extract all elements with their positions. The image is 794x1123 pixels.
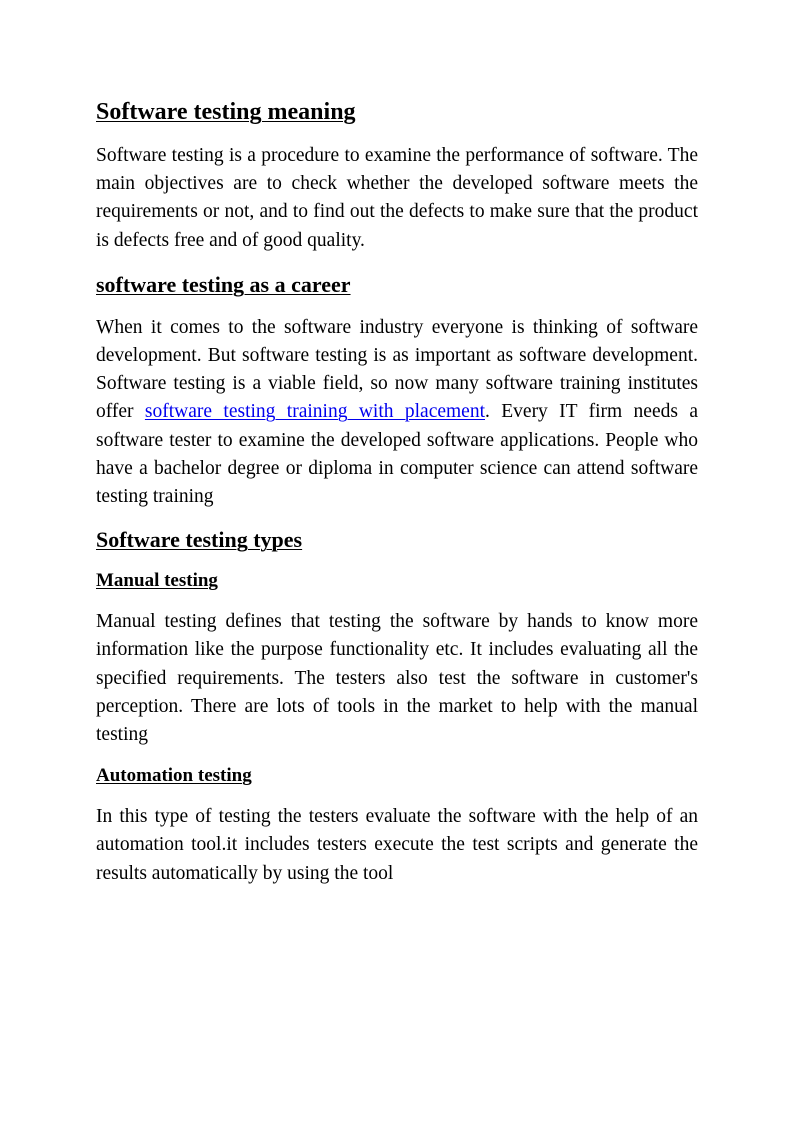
career-text-after-link: . Every IT firm needs a software tester to examine the developed software applications. People who have a bachelor degree or diploma in computer science can attend software testing training bbox=[96, 401, 698, 508]
heading-software-testing-career: software testing as a career bbox=[96, 271, 351, 297]
paragraph-automation-testing: In this type of testing the testers evaluate the software with the help of an automation tool.it includes testers execute the test scripts and generate the results automatically by using the tool bbox=[96, 806, 698, 884]
heading-software-testing-meaning: Software testing meaning bbox=[96, 99, 356, 125]
document-page bbox=[96, 94, 698, 888]
career-text-before-link: When it comes to the software industry everyone is thinking of software development. But software testing is as important as software development. Software testing is a viable field, so now many software training institutes offer bbox=[96, 316, 698, 423]
heading-software-testing-types: Software testing types bbox=[96, 527, 303, 553]
software-testing-training-link[interactable]: software testing training with placement bbox=[144, 401, 485, 423]
paragraph-software-testing-career bbox=[96, 314, 698, 511]
heading-manual-testing: Manual testing bbox=[96, 570, 218, 592]
paragraph-manual-testing: Manual testing defines that testing the software by hands to know more information like the purpose functionality etc. It includes evaluating all the specified requirements. The testers also test the software in customer's perception. There are lots of tools in the market to help with the manual testing bbox=[96, 611, 698, 746]
heading-automation-testing: Automation testing bbox=[96, 765, 252, 787]
paragraph-software-testing-meaning: Software testing is a procedure to examine the performance of software. The main objectives are to check whether the developed software meets the requirements or not, and to find out the defects to make sure that the product is defects free and of good quality. bbox=[96, 145, 698, 251]
